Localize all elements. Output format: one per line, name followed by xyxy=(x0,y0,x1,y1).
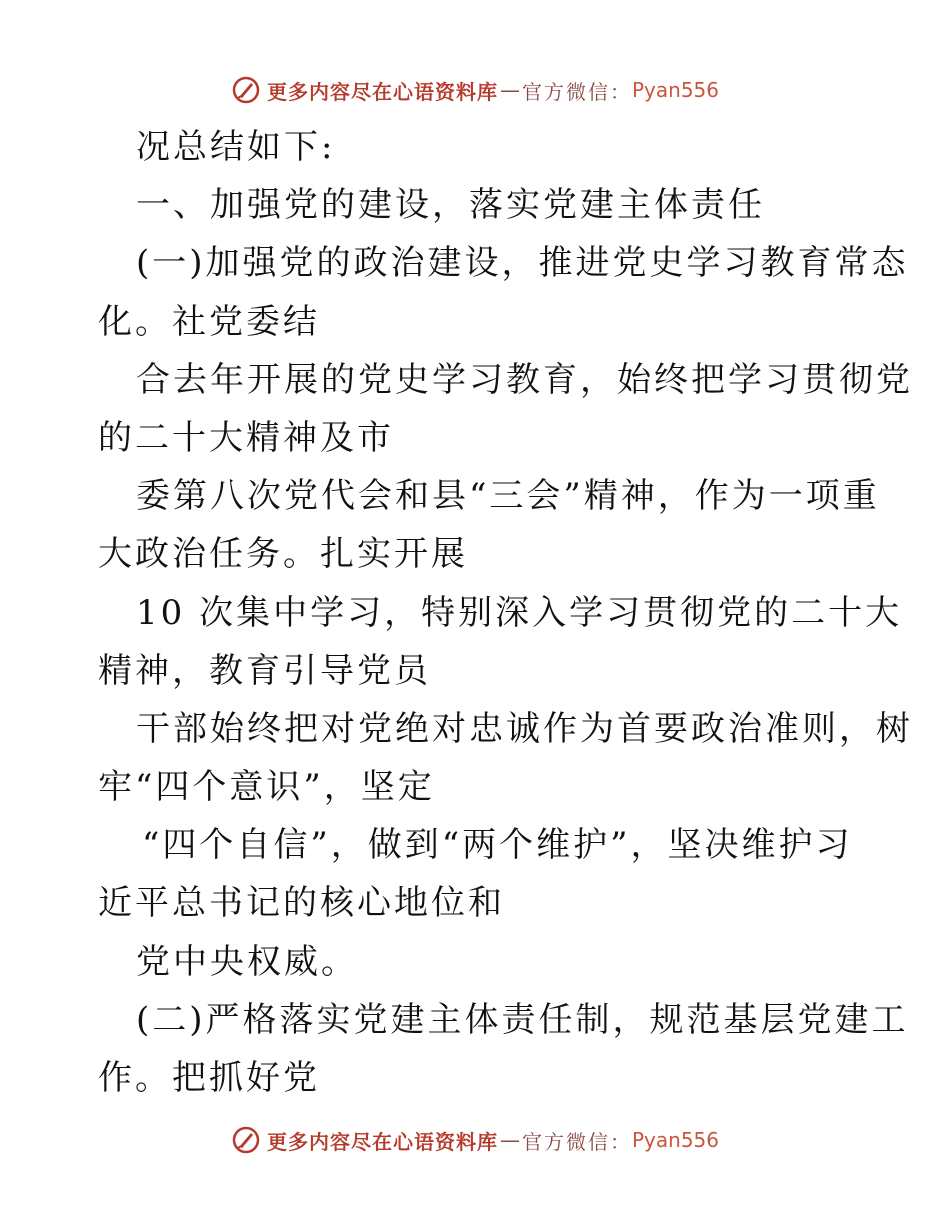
quill-logo-icon xyxy=(231,1125,261,1155)
paragraph-line: 10 次集中学习，特别深入学习贯彻党的二十大 xyxy=(136,592,903,633)
banner-wechat-id: Pyan556 xyxy=(631,78,719,102)
paragraph-line: 作。把抓好党 xyxy=(98,1058,320,1098)
paragraph-line: 况总结如下: xyxy=(136,127,336,167)
banner-sub-text: 官方微信： xyxy=(521,1129,632,1154)
paragraph-line: “四个自信”，做到“两个维护”，坚决维护习 xyxy=(142,825,853,866)
paragraph-line: 近平总书记的核心地位和 xyxy=(98,883,505,924)
paragraph-line: 的二十大精神及市 xyxy=(98,417,394,458)
subsection-heading: (一)加强党的政治建设，推进党史学习教育常态 xyxy=(136,243,909,284)
paragraph-line: 化。社党委结 xyxy=(98,301,320,342)
paragraph-line: 精神，教育引导党员 xyxy=(98,650,431,691)
banner-main-text: 更多内容尽在心语资料库 xyxy=(266,79,498,104)
quill-logo-icon xyxy=(231,75,261,105)
paragraph-line: 合去年开展的党史学习教育，始终把学习贯彻党 xyxy=(136,359,913,400)
paragraph-line: 委第八次党代会和县“三会”精神，作为一项重 xyxy=(136,476,880,517)
document-body xyxy=(98,118,913,1107)
section-heading: 一、加强党的建设，落实党建主体责任 xyxy=(136,185,765,226)
paragraph-line: 干部始终把对党绝对忠诚作为首要政治准则，树 xyxy=(136,708,913,749)
header-watermark-banner xyxy=(0,70,950,110)
paragraph-line: 牢“四个意识”，坚定 xyxy=(98,767,435,808)
banner-sub-text: 官方微信： xyxy=(521,79,632,104)
paragraph-line: 大政治任务。扎实开展 xyxy=(98,534,468,575)
banner-main-text: 更多内容尽在心语资料库 xyxy=(266,1129,498,1154)
banner-dash: — xyxy=(499,1128,520,1152)
paragraph-line: 党中央权威。 xyxy=(136,941,358,982)
subsection-heading: (二)严格落实党建主体责任制，规范基层党建工 xyxy=(136,999,909,1040)
banner-wechat-id: Pyan556 xyxy=(631,1128,719,1152)
banner-dash: — xyxy=(499,78,520,102)
footer-watermark-banner xyxy=(0,1120,950,1160)
